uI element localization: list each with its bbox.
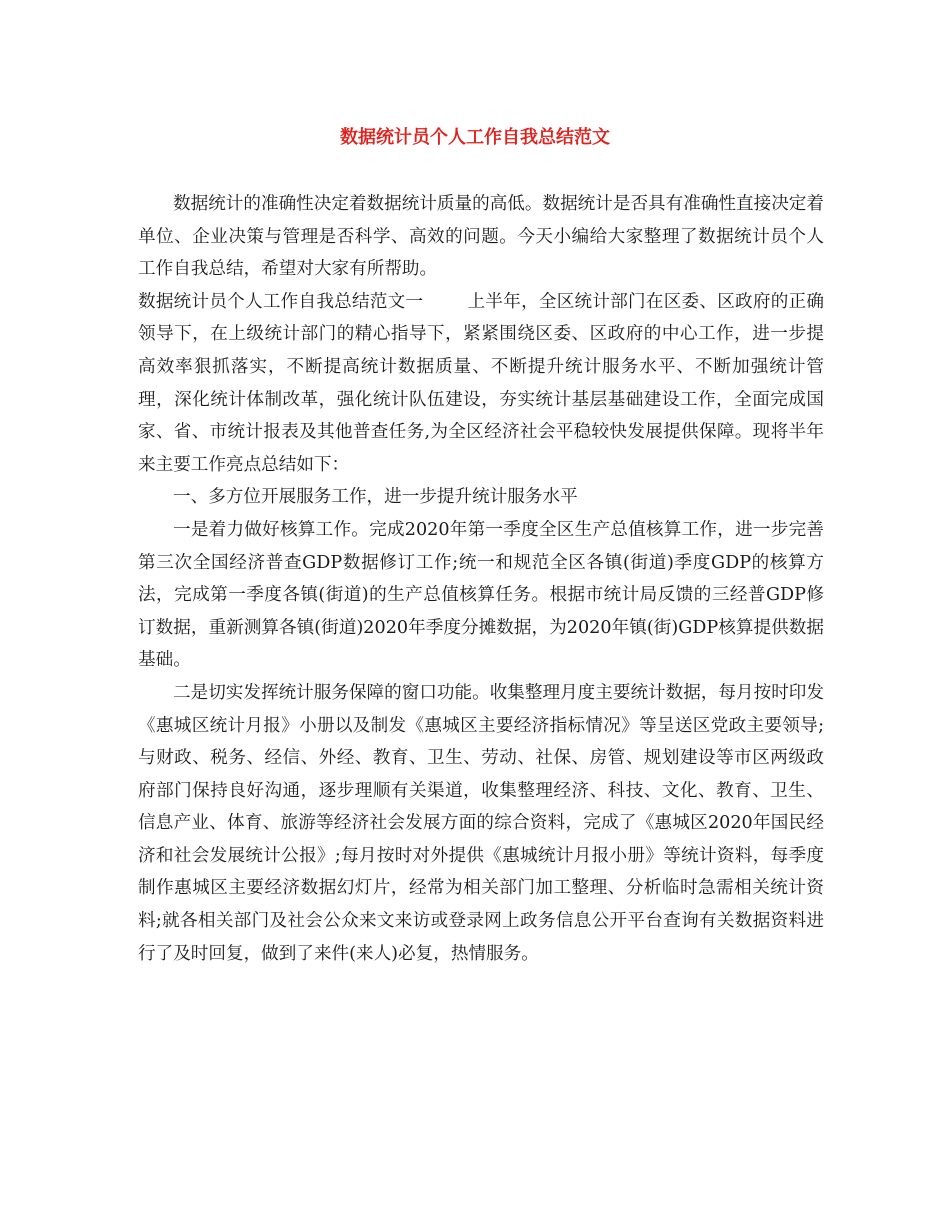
- document-body: [138, 188, 824, 970]
- section-title: 数据统计员个人工作自我总结范文一: [138, 291, 424, 312]
- heading-one: 一、多方位开展服务工作，进一步提升统计服务水平: [173, 487, 578, 508]
- intro-paragraph: 数据统计的准确性决定着数据统计质量的高低。数据统计是否具有准确性直接决定着单位、企业决策与管理是否科学、高效的问题。今天小编给大家整理了数据统计员个人工作自我总结，希望对大家有所帮助。: [138, 194, 824, 280]
- paragraph-two: 二是切实发挥统计服务保障的窗口功能。收集整理月度主要统计数据，每月按时印发《惠城区统计月报》小册以及制发《惠城区主要经济指标情况》等呈送区党政主要领导;与财政、税务、经信、外经、教育、卫生、劳动、社保、房管、规划建设等市区两级政府部门保持良好沟通，逐步理顺有关渠道，收集整理经济、科技、文化、教育、卫生、信息产业、体育、旅游等经济社会发展方面的综合资料，完成了《惠城区2020年国民经济和社会发展统计公报》;每月按时对外提供《惠城统计月报小册》等统计资料，每季度制作惠城区主要经济数据幻灯片，经常为相关部门加工整理、分析临时急需相关统计资料;就各相关部门及社会公众来文来访或登录网上政务信息公开平台查询有关数据资料进行了及时回复，做到了来件(来人)必复，热情服务。: [138, 682, 824, 964]
- document-title: 数据统计员个人工作自我总结范文: [340, 127, 610, 148]
- section-lead: 上半年，全区统计部门在区委、区政府的正确领导下，在上级统计部门的精心指导下，紧紧围绕区委、区政府的中心工作，进一步提高效率狠抓落实，不断提高统计数据质量、不断提升统计服务水平、不断加强统计管理，深化统计体制改革，强化统计队伍建设，夯实统计基层基础建设工作，全面完成国家、省、市统计报表及其他普查任务,为全区经济社会平稳较快发展提供保障。现将半年来主要工作亮点总结如下：: [138, 291, 824, 475]
- section-paragraph: [138, 286, 824, 482]
- paragraph-one: 一是着力做好核算工作。完成2020年第一季度全区生产总值核算工作，进一步完善第三次全国经济普查GDP数据修订工作;统一和规范全区各镇(街道)季度GDP的核算方法，完成第一季度各镇(街道)的生产总值核算任务。根据市统计局反馈的三经普GDP修订数据，重新测算各镇(街道)2020年季度分摊数据，为2020年镇(街)GDP核算提供数据基础。: [138, 519, 824, 671]
